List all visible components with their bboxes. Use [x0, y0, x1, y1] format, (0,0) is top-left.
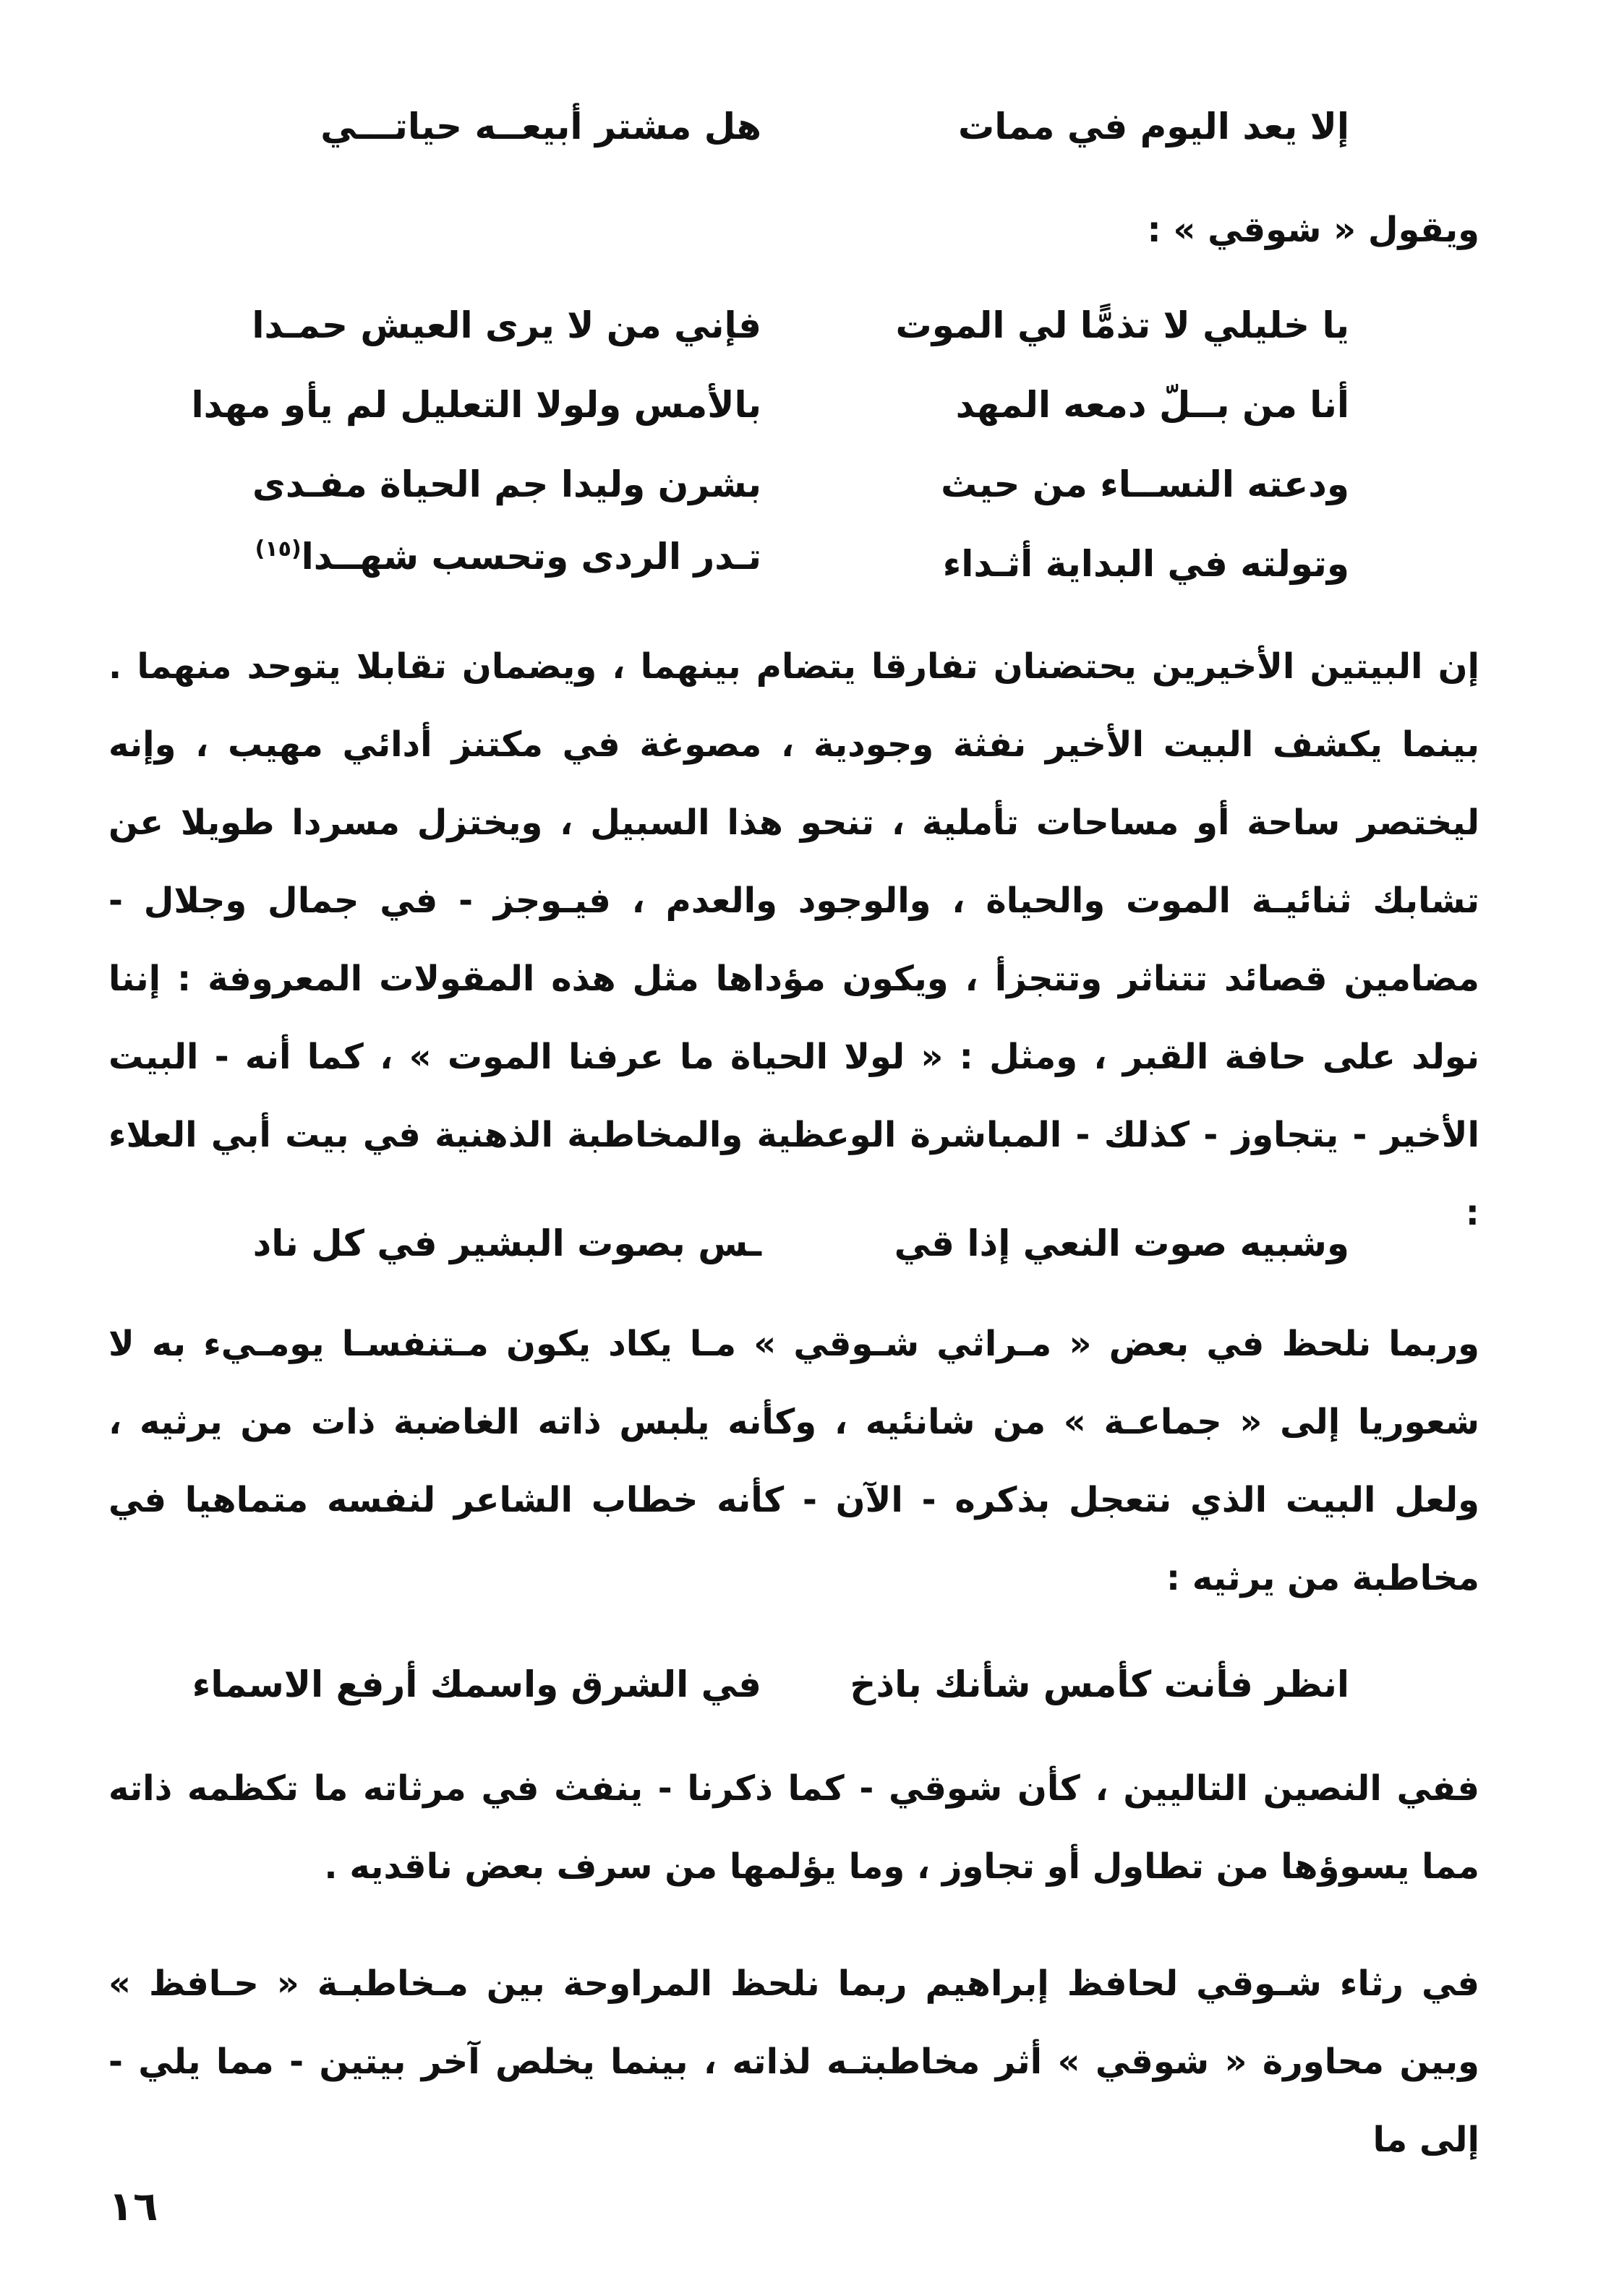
- verse-6-first-hemistich: وشبيه صوت النعي إذا قي: [894, 1222, 1349, 1264]
- verse-7-second-hemistich: في الشرق واسمك أرفع الاسماء: [192, 1663, 761, 1705]
- verse-3-second-hemistich: بالأمس ولولا التعليل لم يأو مهدا: [191, 384, 761, 426]
- verse-1-first-hemistich: إلا يعد اليوم في ممات: [957, 106, 1349, 147]
- intro-line: ويقول « شوقي » :: [1147, 210, 1479, 250]
- verse-1-second-hemistich: هل مشتر أبيعــه حياتـــي: [320, 106, 761, 147]
- paragraph-4: في رثاء شـوقي لحافظ إبراهيم ربما نلحظ المراوحة بين مـخاطبـة « حـافظ » وبين محاورة « شوقي » أثر مخاطبتـه لذاته ، بينما يخلص آخر بيتين - مما يلي - إلى ما: [108, 1963, 1479, 2160]
- paragraph-3: ففي النصين التاليين ، كأن شوقي - كما ذكرنا - ينفث في مرثاته ما تكظمه ذاته مما يسوؤها من تطاول أو تجاوز ، وما يؤلمها من سرف بعض ناقديه .: [108, 1768, 1479, 1887]
- verse-2-second-hemistich: فإني من لا يرى العيش حمـدا: [252, 304, 761, 346]
- verse-2-first-hemistich: يا خليلي لا تذمًّا لي الموت: [895, 304, 1349, 346]
- footnote-marker: (١٥): [255, 536, 302, 562]
- verse-5-second-hemistich: [252, 536, 761, 578]
- page-number: ١٦: [108, 2183, 158, 2230]
- verse-4-second-hemistich: بشرن وليدا جم الحياة مفـدى: [252, 463, 761, 505]
- verse-5-first-hemistich: وتولته في البداية أثـداء: [942, 543, 1349, 585]
- verse-7-first-hemistich: انظر فأنت كأمس شأنك باذخ: [850, 1663, 1349, 1705]
- paragraph-1: إن البيتين الأخيرين يحتضنان تفارقا يتضام بينهما ، ويضمان تقابلا يتوحد منهما . بينما يكشف البيت الأخير نفثة وجودية ، مصوغة في مكتنز أدائي مهيب ، وإنه ليختصر ساحة أو مساحات تأملية ، تنحو هذا السبيل ، ويختزل مسردا طويلا عن تشابك ثنائيـة الموت والحياة ، والوجود والعدم ، فيـوجز - في جمال وجلال - مضامين قصائد تتناثر وتتجزأ ، ويكون مؤداها مثل هذه المقولات المعروفة : إننا نولد على حافة القبر ، ومثل : « لولا الحياة ما عرفنا الموت » ، كما أنه - البيت الأخير - يتجاوز - كذلك - المباشرة الوعظية والمخاطبة الذهنية في بيت أبي العلاء :: [108, 646, 1479, 1233]
- paragraph-2: وربما نلحظ في بعض « مـراثي شـوقي » مـا يكاد يكون مـتنفسـا يومـيء به لا شعوريا إلى « جماعـة » من شانئيه ، وكأنه يلبس ذاته الغاضبة ذات من يرثيه ، ولعل البيت الذي نتعجل بذكره - الآن - كأنه خطاب الشاعر لنفسه متماهيا في مخاطبة من يرثيه :: [108, 1324, 1479, 1598]
- verse-4-first-hemistich: ودعته النســاء من حيث: [941, 463, 1349, 505]
- verse-5-second-text: تـدر الردى وتحسب شهــدا: [301, 536, 761, 578]
- verse-3-first-hemistich: أنا من بــلّ دمعه المهد: [955, 384, 1349, 426]
- verse-6-second-hemistich: ـس بصوت البشير في كل ناد: [252, 1222, 761, 1264]
